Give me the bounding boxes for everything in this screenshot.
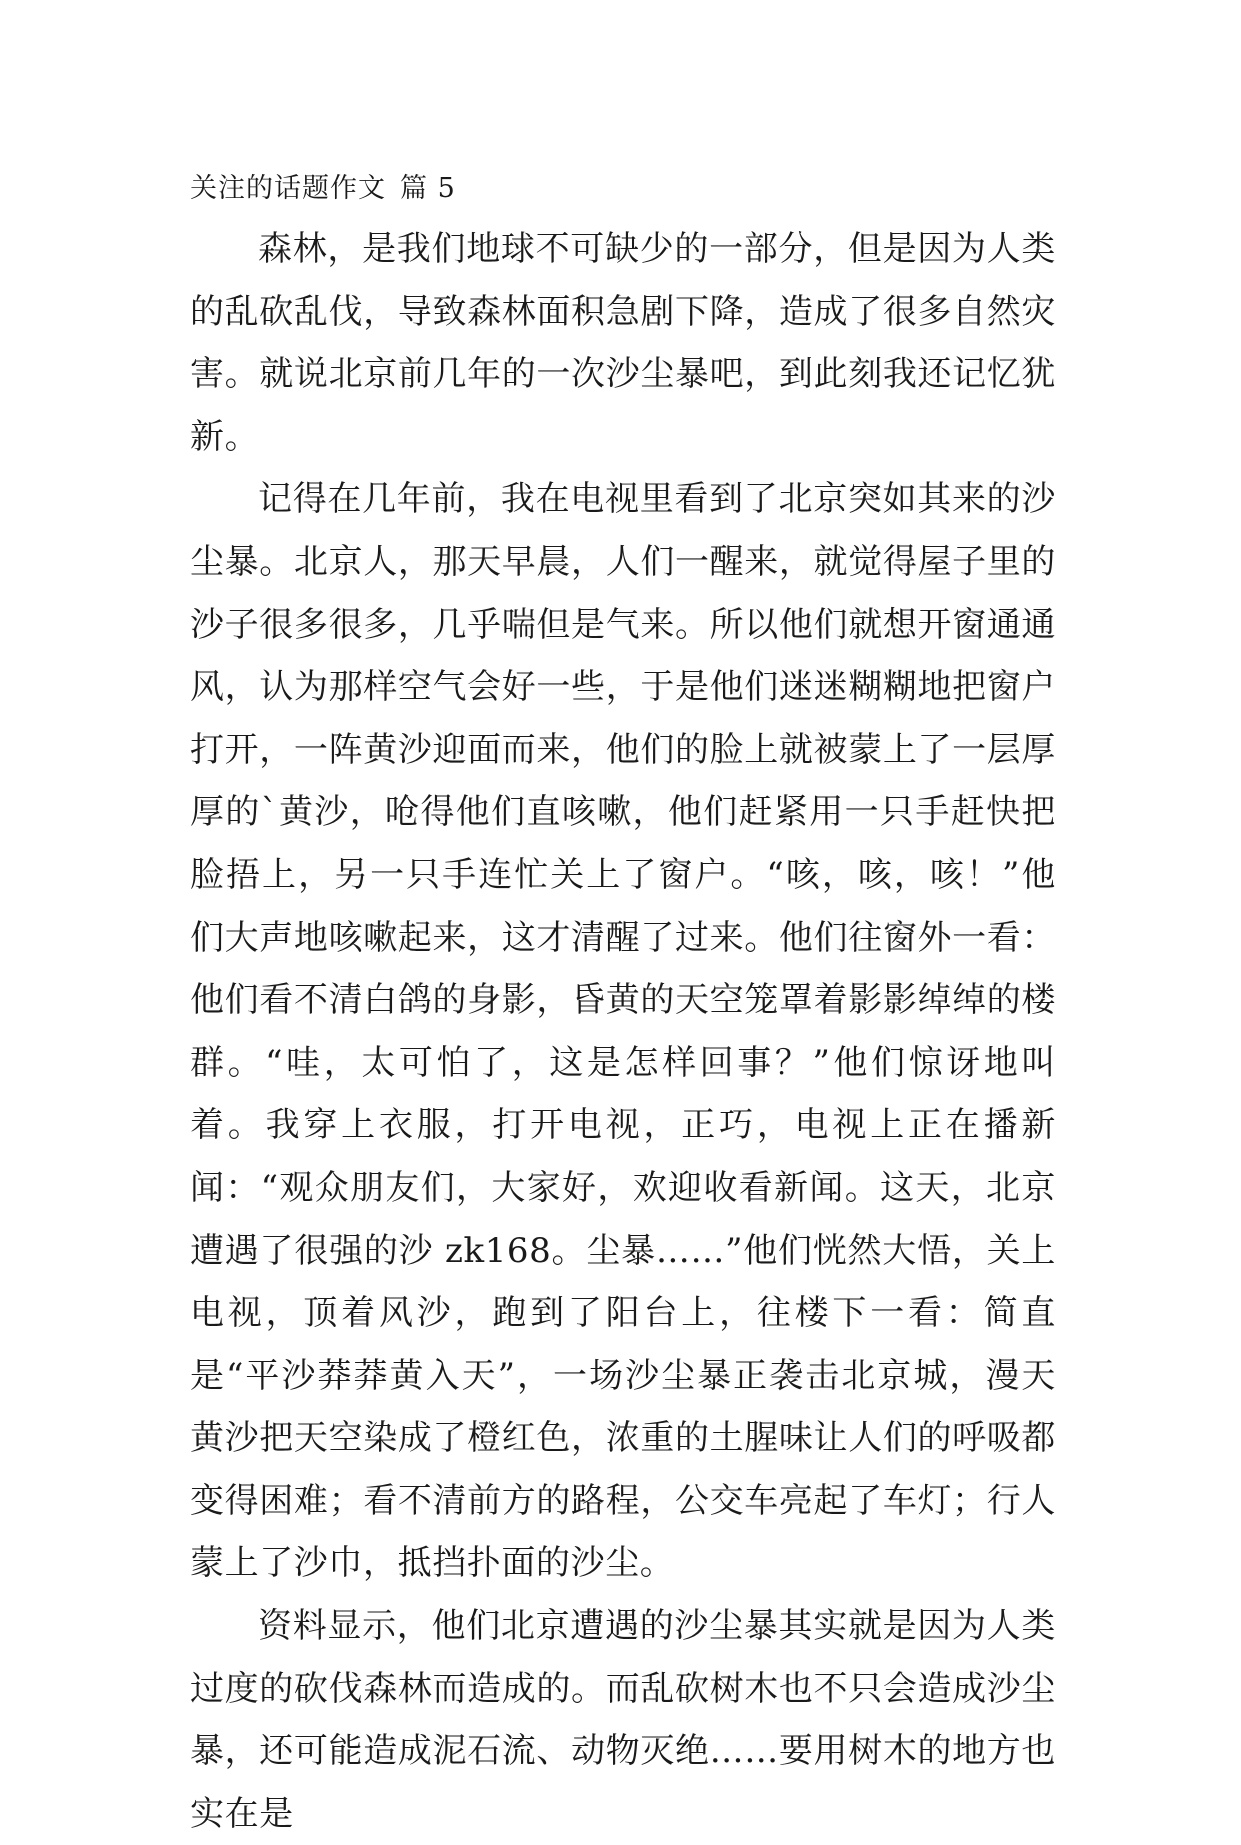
- paragraph-1: 森林，是我们地球不可缺少的一部分，但是因为人类的乱砍乱伐，导致森林面积急剧下降，造成了很多自然灾害。就说北京前几年的一次沙尘暴吧，到此刻我还记忆犹新。: [190, 229, 1056, 457]
- document-page: [190, 160, 1056, 1845]
- paragraph-2: 记得在几年前，我在电视里看到了北京突如其来的沙尘暴。北京人，那天早晨，人们一醒来，就觉得屋子里的沙子很多很多，几乎喘但是气来。所以他们就想开窗通通风，认为那样空气会好一些，于是他们迷迷糊糊地把窗户打开，一阵黄沙迎面而来，他们的脸上就被蒙上了一层厚厚的`黄沙，呛得他们直咳嗽，他们赶紧用一只手赶快把脸捂上，另一只手连忙关上了窗户。“咳，咳，咳！”他们大声地咳嗽起来，这才清醒了过来。他们往窗外一看：他们看不清白鸽的身影，昏黄的天空笼罩着影影绰绰的楼群。“哇，太可怕了，这是怎样回事？”他们惊讶地叫着。我穿上衣服，打开电视，正巧，电视上正在播新闻：“观众朋友们，大家好，欢迎收看新闻。这天，北京遭遇了很强的沙 zk168。尘暴……”他们恍然大悟，关上电视，顶着风沙，跑到了阳台上，往楼下一看：简直是“平沙莽莽黄入天”，一场沙尘暴正袭击北京城，漫天黄沙把天空染成了橙红色，浓重的土腥味让人们的呼吸都变得困难；看不清前方的路程，公交车亮起了车灯；行人蒙上了沙巾，抵挡扑面的沙尘。: [190, 479, 1056, 1584]
- document-title: [190, 160, 1056, 218]
- paragraph-3: 资料显示，他们北京遭遇的沙尘暴其实就是因为人类过度的砍伐森林而造成的。而乱砍树木也不只会造成沙尘暴，还可能造成泥石流、动物灭绝……要用树木的地方也实在是: [190, 1606, 1056, 1834]
- title-main: 关注的话题作文: [190, 173, 386, 204]
- title-section: 篇 5: [400, 173, 456, 204]
